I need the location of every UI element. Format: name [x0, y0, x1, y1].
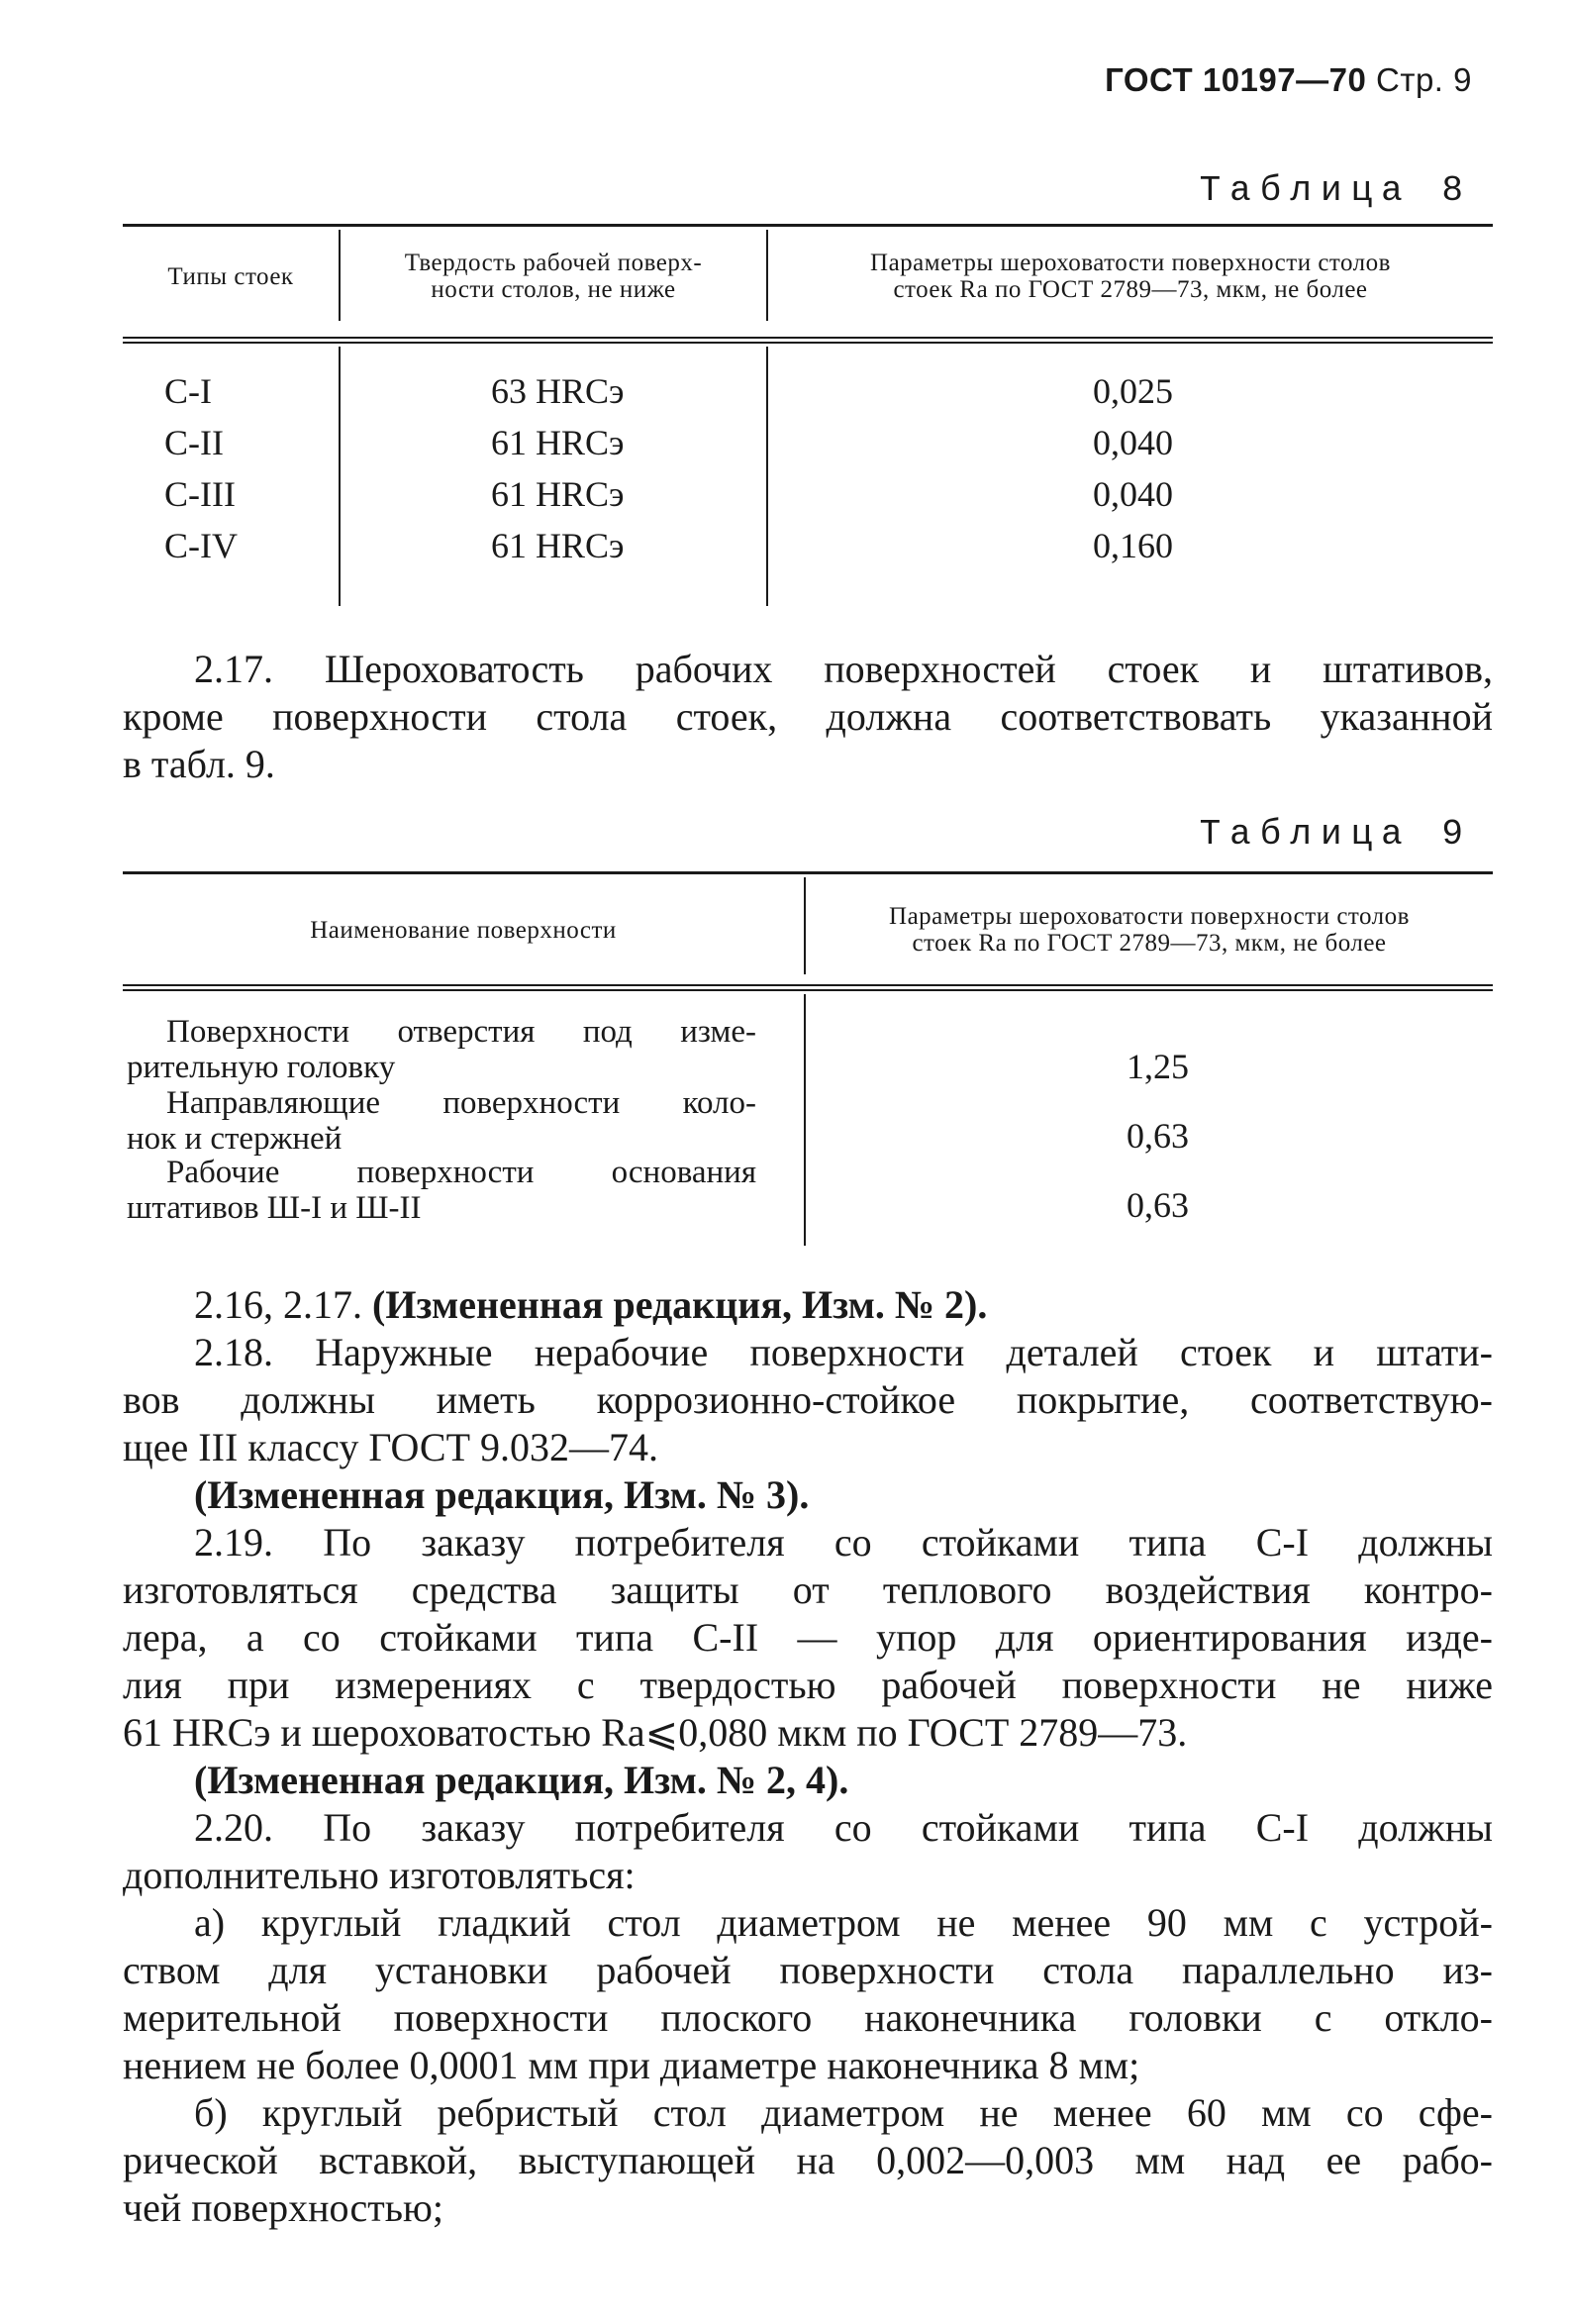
table-8 — [123, 220, 1493, 611]
table-8-cell-type: С-III — [164, 474, 236, 514]
table-8-cell-type: С-IV — [164, 526, 238, 565]
table-9-header-rule — [123, 984, 1493, 991]
text-line: а) круглый гладкий стол диаметром не менее 90 мм с устрой- — [194, 1900, 1493, 1945]
amendment-note: (Измененная редакция, Изм. № 3). — [194, 1472, 810, 1517]
table-8-cell-type: С-I — [164, 371, 212, 411]
table-8-cell-hardness: 61 HRCэ — [491, 526, 625, 565]
table-8-body-divider-2 — [766, 347, 768, 606]
text-line: в табл. 9. — [123, 742, 275, 786]
table-9-cell-name — [127, 1014, 756, 1085]
table-8-caption: Таблица 8 — [1199, 170, 1472, 211]
text-line: нением не более 0,0001 мм при диаметре наконечника 8 мм; — [123, 2043, 1140, 2087]
body-text — [123, 1281, 1493, 2232]
table-8-cell-roughness: 0,025 — [1093, 371, 1173, 411]
table-8-cell-hardness: 61 HRCэ — [491, 474, 625, 514]
text-line: ством для установки рабочей поверхности стола параллельно из- — [123, 1948, 1493, 1992]
text-line: штативов Ш-I и Ш-II — [127, 1190, 422, 1226]
text-line: нок и стержней — [127, 1121, 343, 1157]
amendment-line-2-16 — [123, 1281, 1493, 1329]
text-line: 2.19. По заказу потребителя со стойками типа С-I должны — [194, 1520, 1493, 1565]
table-9-caption: Таблица 9 — [1199, 814, 1472, 855]
text-line: рической вставкой, выступающей на 0,002—0,003 мм над ее рабо- — [123, 2138, 1493, 2182]
text-line: щее III классу ГОСТ 9.032—74. — [123, 1425, 659, 1469]
table-9-header-roughness: Параметры шероховатости поверхности столов стоек Ra по ГОСТ 2789—73, мкм, не более — [889, 903, 1410, 957]
text-line: дополнительно изготовляться: — [123, 1853, 636, 1897]
table-8-cell-type: С-II — [164, 423, 224, 462]
table-9-cell-value: 0,63 — [1127, 1185, 1189, 1225]
clause-ref: 2.16, 2.17. — [194, 1282, 372, 1327]
table-9-cell-name — [127, 1155, 756, 1226]
page-header — [1105, 61, 1472, 99]
text-line: рительную головку — [127, 1050, 396, 1085]
text-line: 2.20. По заказу потребителя со стойками типа С-I должны — [194, 1805, 1493, 1850]
table-8-top-rule — [123, 224, 1493, 227]
text-line: кроме поверхности стола стоек, должна соответствовать указанной — [123, 694, 1493, 739]
text-line: 61 HRCэ и шероховатостью Ra⩽0,080 мкм по ГОСТ 2789—73. — [123, 1710, 1188, 1755]
text-line: 2.18. Наружные нерабочие поверхности деталей стоек и штати- — [194, 1330, 1493, 1374]
text-line: лера, а со стойками типа С-II — упор для ориентирования изде- — [123, 1615, 1493, 1660]
standard-number: ГОСТ 10197—70 — [1105, 61, 1367, 98]
text-line: мерительной поверхности плоского наконечника головки с откло- — [123, 1995, 1493, 2040]
table-8-body-divider-1 — [339, 347, 341, 606]
page-number: Стр. 9 — [1376, 61, 1472, 98]
text-line: 2.17. Шероховатость рабочих поверхностей стоек и штативов, — [194, 647, 1493, 691]
table-8-cell-roughness: 0,040 — [1093, 423, 1173, 462]
text-line: Направляющие поверхности коло- — [166, 1085, 756, 1121]
table-8-header-type: Типы стоек — [167, 263, 294, 290]
table-8-cell-roughness: 0,040 — [1093, 474, 1173, 514]
table-8-cell-hardness: 63 HRCэ — [491, 371, 625, 411]
table-8-cell-roughness: 0,160 — [1093, 526, 1173, 565]
table-9-top-rule — [123, 871, 1493, 874]
text-line: чей поверхностью; — [123, 2185, 443, 2230]
table-9-cell-value: 1,25 — [1127, 1047, 1189, 1086]
text-line: изготовляться средства защиты от теплового воздействия контро- — [123, 1567, 1493, 1612]
text-line: Поверхности отверстия под изме- — [166, 1014, 756, 1050]
text-line: вов должны иметь коррозионно-стойкое покрытие, соответствую- — [123, 1377, 1493, 1422]
text-line: лия при измерениях с твердостью рабочей поверхности не ниже — [123, 1663, 1493, 1707]
table-8-header-roughness: Параметры шероховатости поверхности столов стоек Ra по ГОСТ 2789—73, мкм, не более — [870, 250, 1391, 303]
table-8-header-rule — [123, 337, 1493, 344]
table-9-header-name: Наименование поверхности — [310, 917, 617, 944]
amendment-note: (Измененная редакция, Изм. № 2, 4). — [194, 1758, 849, 1802]
table-9 — [123, 867, 1493, 1254]
paragraph-2-17 — [123, 646, 1493, 788]
table-8-header-hardness: Твердость рабочей поверх- ности столов, не ниже — [404, 250, 703, 303]
text-line: Рабочие поверхности основания — [166, 1155, 756, 1190]
table-9-cell-name — [127, 1085, 756, 1157]
table-9-cell-value: 0,63 — [1127, 1116, 1189, 1156]
text-line: б) круглый ребристый стол диаметром не менее 60 мм со сфе- — [194, 2090, 1493, 2135]
amendment-note: (Измененная редакция, Изм. № 2). — [372, 1282, 988, 1327]
table-8-cell-hardness: 61 HRCэ — [491, 423, 625, 462]
table-9-body-divider — [804, 994, 806, 1246]
